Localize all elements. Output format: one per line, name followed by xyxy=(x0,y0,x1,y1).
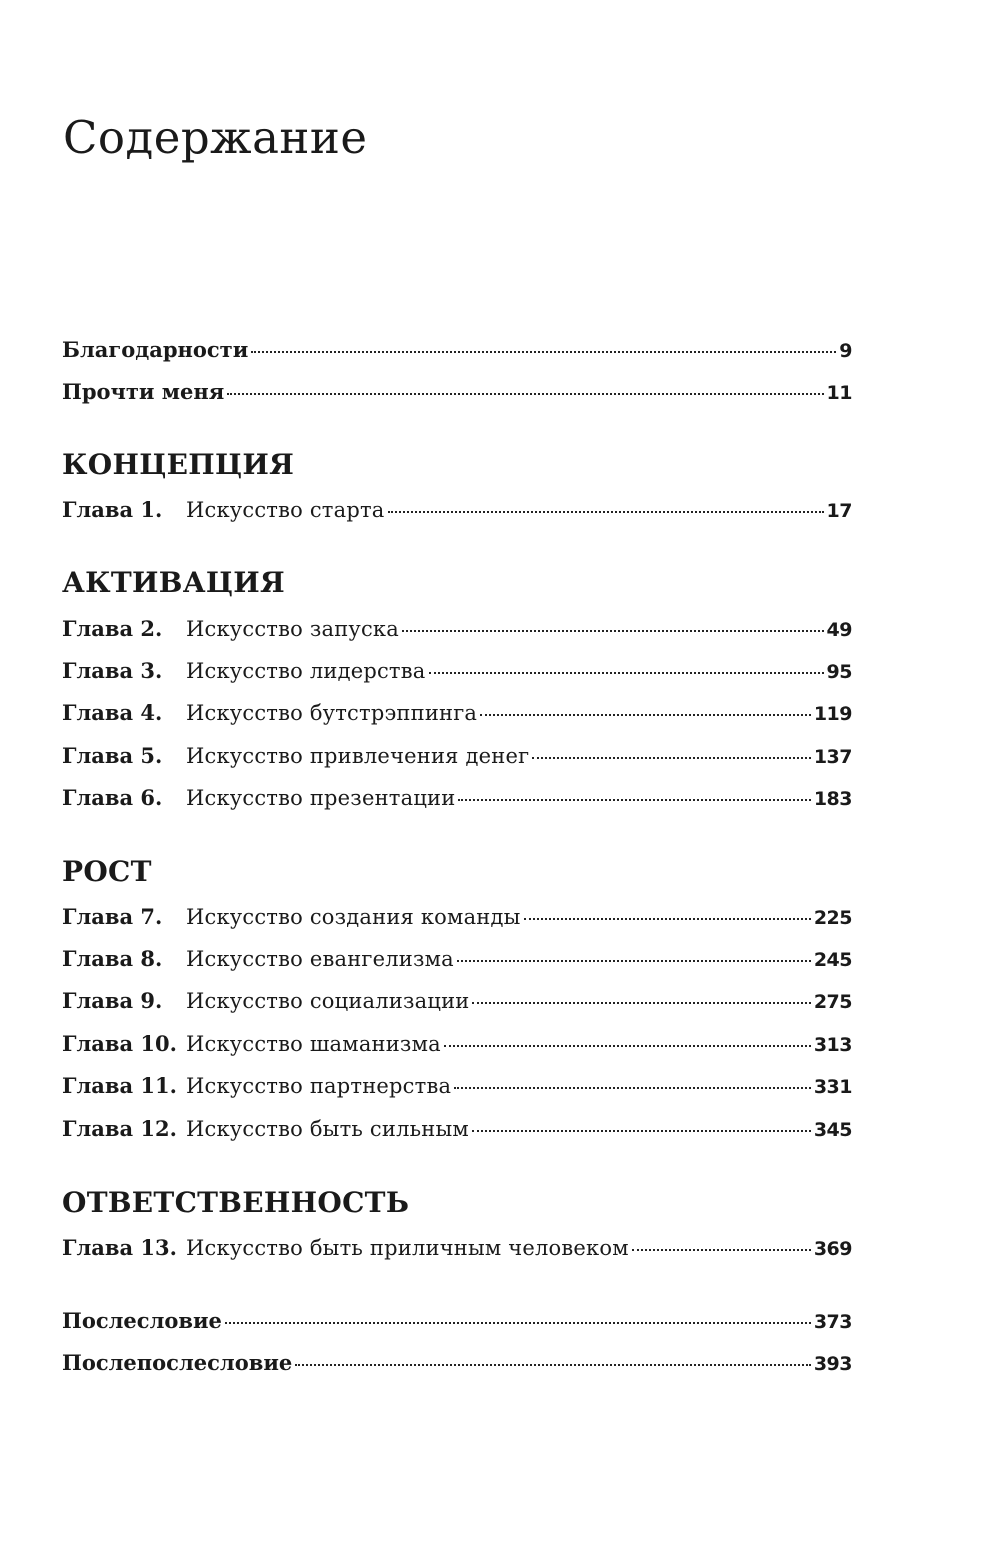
dot-leader xyxy=(524,918,811,920)
toc-entry-chapter-9[interactable] xyxy=(62,981,852,1021)
dot-leader xyxy=(480,714,811,716)
toc-entry-acknowledgements[interactable] xyxy=(62,330,852,370)
page-number: 17 xyxy=(826,500,852,522)
dot-leader xyxy=(251,351,836,353)
page-number: 373 xyxy=(813,1311,852,1333)
dot-leader xyxy=(227,393,823,395)
page-number: 313 xyxy=(813,1034,852,1056)
dot-leader xyxy=(532,757,811,759)
dot-leader xyxy=(472,1130,811,1132)
chapter-title: Искусство быть приличным человеком xyxy=(186,1236,629,1260)
chapter-title: Искусство социализации xyxy=(186,989,470,1013)
page-number: 275 xyxy=(813,991,852,1013)
chapter-title: Искусство запуска xyxy=(186,617,399,641)
chapter-number: Глава 13. xyxy=(62,1235,177,1260)
chapter-number: Глава 7. xyxy=(62,904,163,929)
page-number: 225 xyxy=(813,907,852,929)
chapter-title: Искусство шаманизма xyxy=(186,1032,441,1056)
chapter-number: Глава 12. xyxy=(62,1116,177,1141)
page-number: 11 xyxy=(826,382,852,404)
chapter-title: Искусство презентации xyxy=(186,786,456,810)
chapter-title: Искусство лидерства xyxy=(186,659,426,683)
toc-entry-chapter-10[interactable] xyxy=(62,1024,852,1064)
chapter-number: Глава 8. xyxy=(62,946,163,971)
chapter-title: Искусство быть сильным xyxy=(186,1117,469,1141)
toc-entry-chapter-13[interactable] xyxy=(62,1228,852,1268)
toc-entry-chapter-6[interactable] xyxy=(62,778,852,818)
page-number: 49 xyxy=(826,619,852,641)
dot-leader xyxy=(225,1322,811,1324)
toc-entry-read-me[interactable] xyxy=(62,372,852,412)
chapter-number: Глава 2. xyxy=(62,616,163,641)
chapter-number: Глава 1. xyxy=(62,497,163,522)
chapter-number: Глава 3. xyxy=(62,658,163,683)
chapter-number: Глава 11. xyxy=(62,1073,177,1098)
page-number: 137 xyxy=(813,746,852,768)
chapter-title: Искусство бутстрэппинга xyxy=(186,701,478,725)
chapter-title: Искусство создания команды xyxy=(186,905,521,929)
toc-entry-afterword[interactable] xyxy=(62,1301,852,1341)
dot-leader xyxy=(472,1002,810,1004)
page-number: 345 xyxy=(813,1119,852,1141)
chapter-number: Глава 6. xyxy=(62,785,163,810)
toc-entry-chapter-3[interactable] xyxy=(62,651,852,691)
page-title: Содержание xyxy=(63,111,368,164)
chapter-number: Глава 4. xyxy=(62,700,163,725)
toc-entry-chapter-5[interactable] xyxy=(62,736,852,776)
section-heading-activation: АКТИВАЦИЯ xyxy=(62,566,285,599)
section-heading-responsibility: ОТВЕТСТВЕННОСТЬ xyxy=(62,1186,410,1219)
chapter-number: Глава 10. xyxy=(62,1031,177,1056)
toc-entry-post-afterword[interactable] xyxy=(62,1343,852,1383)
dot-leader xyxy=(458,799,810,801)
entry-label: Послесловие xyxy=(62,1308,222,1333)
dot-leader xyxy=(388,511,824,513)
chapter-title: Искусство партнерства xyxy=(186,1074,452,1098)
toc-entry-chapter-8[interactable] xyxy=(62,939,852,979)
dot-leader xyxy=(295,1364,811,1366)
page-number: 331 xyxy=(813,1076,852,1098)
entry-label: Прочти меня xyxy=(62,379,225,404)
dot-leader xyxy=(444,1045,811,1047)
entry-label: Послепослесловие xyxy=(62,1350,293,1375)
page-number: 245 xyxy=(813,949,852,971)
chapter-title: Искусство старта xyxy=(186,498,385,522)
chapter-title: Искусство привлечения денег xyxy=(186,744,530,768)
toc-entry-chapter-4[interactable] xyxy=(62,693,852,733)
toc-entry-chapter-7[interactable] xyxy=(62,897,852,937)
section-heading-concept: КОНЦЕПЦИЯ xyxy=(62,448,295,481)
page-number: 95 xyxy=(826,661,852,683)
toc-entry-chapter-12[interactable] xyxy=(62,1109,852,1149)
dot-leader xyxy=(429,672,824,674)
chapter-number: Глава 9. xyxy=(62,988,163,1013)
dot-leader xyxy=(457,960,811,962)
toc-entry-chapter-11[interactable] xyxy=(62,1066,852,1106)
toc-entry-chapter-1[interactable] xyxy=(62,490,852,530)
page-number: 9 xyxy=(839,340,852,362)
page-number: 119 xyxy=(813,703,852,725)
dot-leader xyxy=(402,630,824,632)
chapter-number: Глава 5. xyxy=(62,743,163,768)
page-number: 369 xyxy=(813,1238,852,1260)
dot-leader xyxy=(454,1087,811,1089)
chapter-title: Искусство евангелизма xyxy=(186,947,454,971)
page-number: 393 xyxy=(813,1353,852,1375)
toc-entry-chapter-2[interactable] xyxy=(62,609,852,649)
page-number: 183 xyxy=(813,788,852,810)
section-heading-growth: РОСТ xyxy=(62,855,152,888)
dot-leader xyxy=(632,1249,811,1251)
entry-label: Благодарности xyxy=(62,337,249,362)
